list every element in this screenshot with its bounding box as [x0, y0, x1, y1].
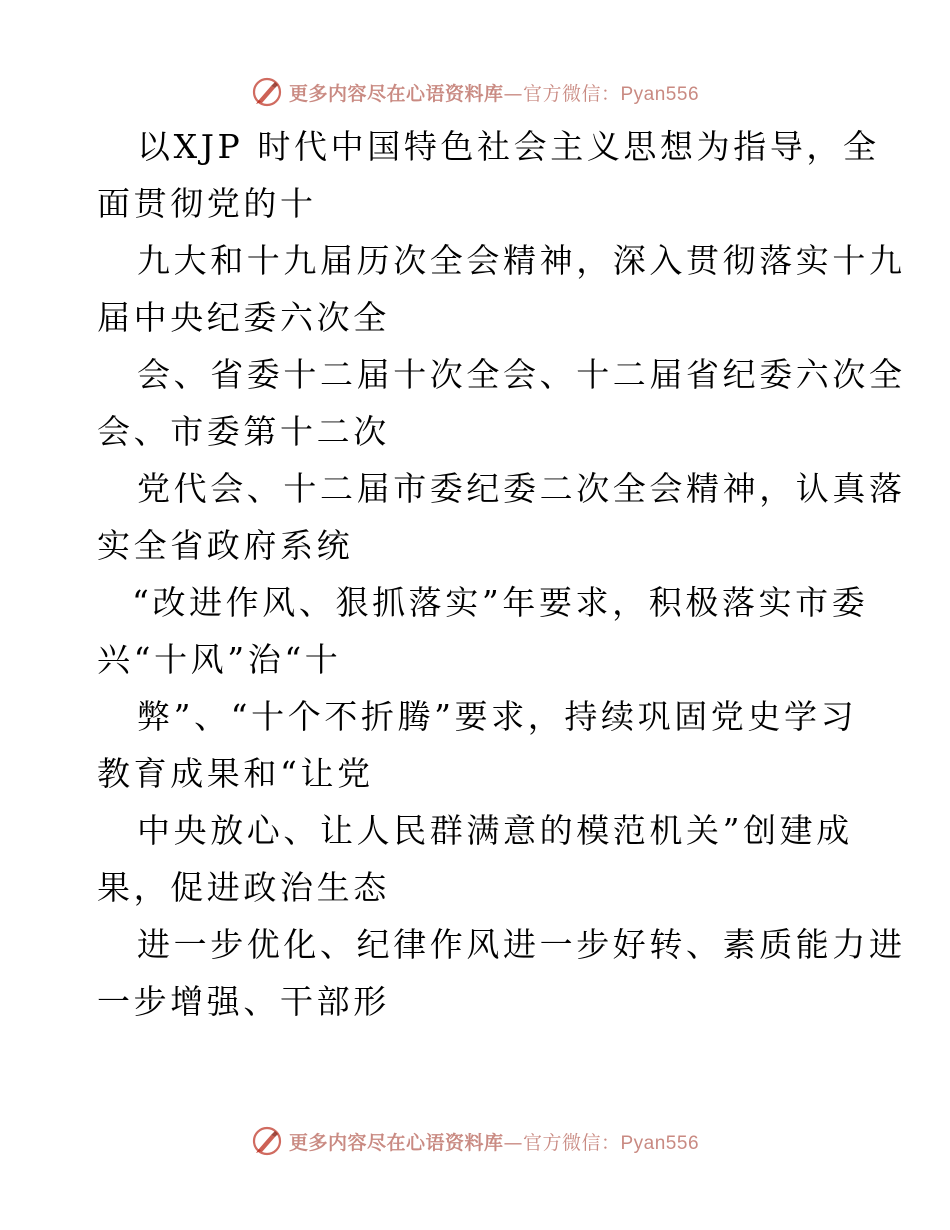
watermark-text [289, 79, 699, 106]
paragraph-line: 以XJP 时代中国特色社会主义思想为指导，全 [137, 127, 880, 166]
paragraph-line: 面贯彻党的十 [97, 184, 317, 223]
paragraph [97, 916, 906, 1030]
watermark-account: Pyan556 [620, 1132, 700, 1154]
paragraph-line: 届中央纪委六次全 [97, 298, 390, 337]
paragraph-line: 兴“十风”治“十 [97, 640, 342, 679]
paragraph-line: “改进作风、狠抓落实”年要求，积极落实市委 [132, 583, 869, 622]
watermark-official: 官方微信： [522, 82, 621, 105]
paragraph-line: 党代会、十二届市委纪委二次全会精神，认真落 [137, 469, 906, 508]
watermark-dash: — [503, 82, 523, 105]
pen-logo-icon [251, 76, 283, 108]
paragraph-line: 弊”、“十个不折腾”要求，持续巩固党史学习 [137, 697, 858, 736]
watermark-account: Pyan556 [620, 83, 700, 105]
document-body [97, 118, 906, 1030]
watermark-dash: — [503, 1131, 523, 1154]
paragraph [97, 346, 906, 460]
paragraph-line: 会、省委十二届十次全会、十二届省纪委六次全 [137, 355, 906, 394]
paragraph [97, 118, 880, 232]
watermark-text [289, 1128, 699, 1155]
watermark-brand: 更多内容尽在心语资料库 [288, 1131, 504, 1154]
paragraph-line: 进一步优化、纪律作风进一步好转、素质能力进 [137, 925, 906, 964]
paragraph-line: 一步增强、干部形 [97, 982, 390, 1021]
paragraph [97, 232, 906, 346]
pen-logo-icon [251, 1125, 283, 1157]
paragraph-line: 会、市委第十二次 [97, 412, 390, 451]
paragraph [97, 688, 857, 802]
paragraph-line: 实全省政府系统 [97, 526, 354, 565]
paragraph [97, 460, 906, 574]
paragraph-line: 果，促进政治生态 [97, 868, 390, 907]
footer-watermark [0, 1121, 950, 1161]
paragraph [97, 574, 869, 688]
paragraph-line: 九大和十九届历次全会精神，深入贯彻落实十九 [137, 241, 906, 280]
paragraph-line: 教育成果和“让党 [97, 754, 374, 793]
watermark-official: 官方微信： [522, 1131, 621, 1154]
paragraph-line: 中央放心、让人民群满意的模范机关”创建成 [137, 811, 853, 850]
header-watermark [0, 72, 950, 112]
watermark-brand: 更多内容尽在心语资料库 [288, 82, 504, 105]
paragraph [97, 802, 857, 916]
